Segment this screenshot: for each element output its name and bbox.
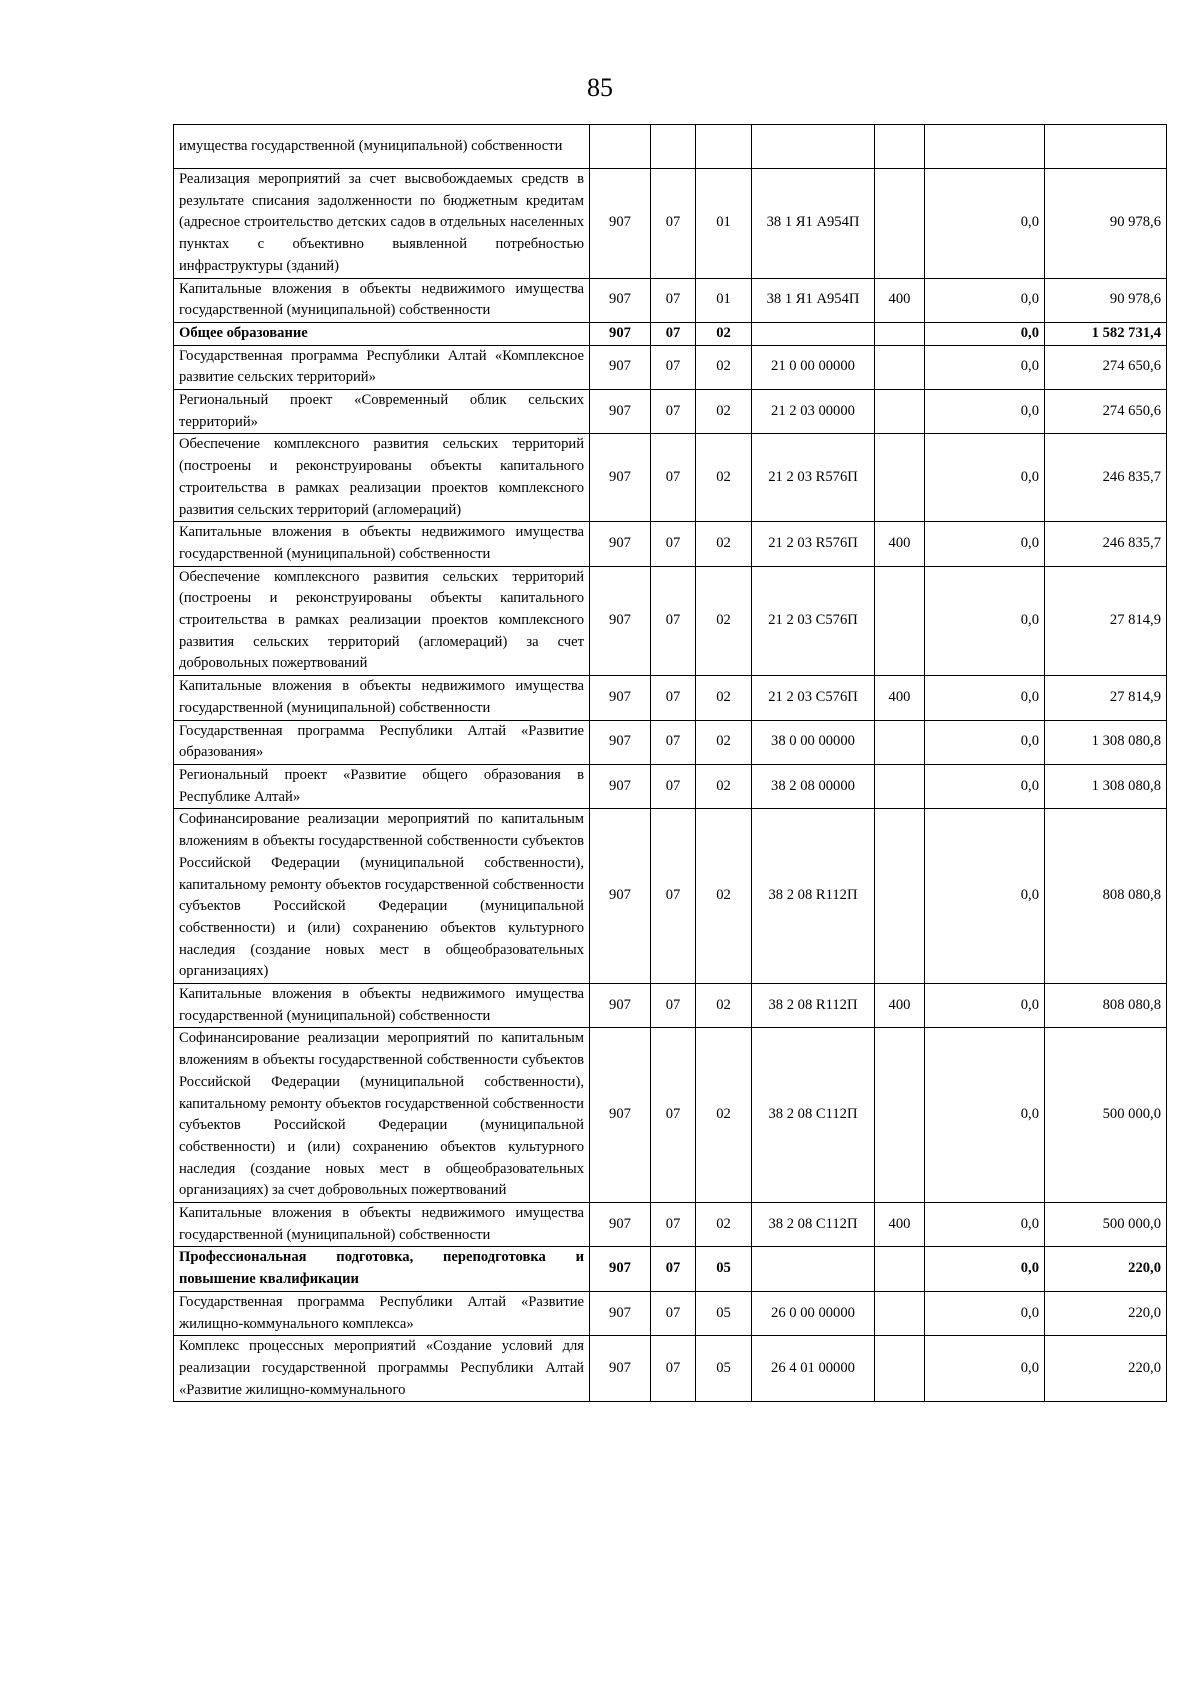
row-vr-cell: 400 bbox=[875, 522, 925, 566]
row-rz-cell: 07 bbox=[651, 1336, 696, 1402]
row-sum1-cell: 0,0 bbox=[925, 676, 1045, 720]
row-vr-cell bbox=[875, 1291, 925, 1335]
row-ved-cell: 907 bbox=[590, 169, 651, 279]
row-rz-cell: 07 bbox=[651, 434, 696, 522]
row-pr-cell: 02 bbox=[696, 1203, 752, 1247]
row-pr-cell: 02 bbox=[696, 764, 752, 808]
row-ved-cell: 907 bbox=[590, 522, 651, 566]
row-pr-cell: 05 bbox=[696, 1291, 752, 1335]
row-sum1-cell: 0,0 bbox=[925, 764, 1045, 808]
row-rz-cell: 07 bbox=[651, 169, 696, 279]
row-sum2-cell bbox=[1045, 125, 1167, 169]
table-row bbox=[174, 345, 1167, 389]
row-rz-cell: 07 bbox=[651, 1028, 696, 1203]
row-rz-cell: 07 bbox=[651, 566, 696, 676]
row-name-cell: имущества государственной (муниципальной) собственности bbox=[174, 125, 590, 169]
row-vr-cell: 400 bbox=[875, 1203, 925, 1247]
row-csr-cell: 38 2 08 С112П bbox=[752, 1203, 875, 1247]
row-ved-cell: 907 bbox=[590, 1028, 651, 1203]
row-pr-cell: 01 bbox=[696, 169, 752, 279]
row-sum1-cell: 0,0 bbox=[925, 1247, 1045, 1291]
row-csr-cell: 38 1 Я1 А954П bbox=[752, 169, 875, 279]
row-ved-cell: 907 bbox=[590, 566, 651, 676]
row-sum1-cell: 0,0 bbox=[925, 1336, 1045, 1402]
row-sum2-cell: 27 814,9 bbox=[1045, 566, 1167, 676]
row-pr-cell bbox=[696, 125, 752, 169]
row-sum1-cell: 0,0 bbox=[925, 390, 1045, 434]
row-vr-cell bbox=[875, 434, 925, 522]
row-vr-cell bbox=[875, 125, 925, 169]
row-vr-cell bbox=[875, 1028, 925, 1203]
row-sum1-cell: 0,0 bbox=[925, 322, 1045, 345]
row-ved-cell: 907 bbox=[590, 390, 651, 434]
row-sum2-cell: 220,0 bbox=[1045, 1247, 1167, 1291]
row-sum2-cell: 90 978,6 bbox=[1045, 169, 1167, 279]
row-pr-cell: 02 bbox=[696, 390, 752, 434]
row-pr-cell: 02 bbox=[696, 720, 752, 764]
row-name-cell: Капитальные вложения в объекты недвижимого имущества государственной (муниципальной) собственности bbox=[174, 984, 590, 1028]
row-sum2-cell: 274 650,6 bbox=[1045, 390, 1167, 434]
row-sum1-cell: 0,0 bbox=[925, 1291, 1045, 1335]
table-row bbox=[174, 676, 1167, 720]
row-sum2-cell: 27 814,9 bbox=[1045, 676, 1167, 720]
row-name-cell: Обеспечение комплексного развития сельских территорий (построены и реконструированы объекты капитального строительства в рамках реализации проектов комплексного развития сельских территорий (агломераций) bbox=[174, 434, 590, 522]
budget-table bbox=[173, 124, 1167, 1402]
row-sum1-cell: 0,0 bbox=[925, 169, 1045, 279]
row-sum1-cell: 0,0 bbox=[925, 345, 1045, 389]
row-sum2-cell: 808 080,8 bbox=[1045, 809, 1167, 984]
row-pr-cell: 02 bbox=[696, 809, 752, 984]
row-csr-cell: 21 2 03 С576П bbox=[752, 566, 875, 676]
row-ved-cell: 907 bbox=[590, 676, 651, 720]
table-row bbox=[174, 1247, 1167, 1291]
row-name-cell: Общее образование bbox=[174, 322, 590, 345]
row-ved-cell: 907 bbox=[590, 764, 651, 808]
row-pr-cell: 02 bbox=[696, 984, 752, 1028]
row-csr-cell bbox=[752, 125, 875, 169]
row-csr-cell: 38 2 08 R112П bbox=[752, 809, 875, 984]
row-pr-cell: 05 bbox=[696, 1336, 752, 1402]
row-ved-cell: 907 bbox=[590, 1203, 651, 1247]
row-pr-cell: 02 bbox=[696, 1028, 752, 1203]
row-ved-cell: 907 bbox=[590, 809, 651, 984]
row-rz-cell: 07 bbox=[651, 278, 696, 322]
table-row bbox=[174, 434, 1167, 522]
row-csr-cell: 21 0 00 00000 bbox=[752, 345, 875, 389]
row-csr-cell: 38 2 08 С112П bbox=[752, 1028, 875, 1203]
row-rz-cell: 07 bbox=[651, 984, 696, 1028]
table-row bbox=[174, 322, 1167, 345]
row-name-cell: Государственная программа Республики Алтай «Развитие жилищно-коммунального комплекса» bbox=[174, 1291, 590, 1335]
row-name-cell: Профессиональная подготовка, переподготовка и повышение квалификации bbox=[174, 1247, 590, 1291]
table-row bbox=[174, 522, 1167, 566]
row-rz-cell bbox=[651, 125, 696, 169]
row-ved-cell: 907 bbox=[590, 278, 651, 322]
row-name-cell: Капитальные вложения в объекты недвижимого имущества государственной (муниципальной) собственности bbox=[174, 522, 590, 566]
row-csr-cell: 38 2 08 00000 bbox=[752, 764, 875, 808]
row-sum1-cell: 0,0 bbox=[925, 278, 1045, 322]
table-row bbox=[174, 1203, 1167, 1247]
row-sum1-cell: 0,0 bbox=[925, 566, 1045, 676]
row-sum2-cell: 1 308 080,8 bbox=[1045, 764, 1167, 808]
row-ved-cell: 907 bbox=[590, 984, 651, 1028]
row-rz-cell: 07 bbox=[651, 322, 696, 345]
row-rz-cell: 07 bbox=[651, 720, 696, 764]
row-name-cell: Государственная программа Республики Алтай «Развитие образования» bbox=[174, 720, 590, 764]
row-sum1-cell: 0,0 bbox=[925, 984, 1045, 1028]
row-rz-cell: 07 bbox=[651, 345, 696, 389]
row-csr-cell: 26 4 01 00000 bbox=[752, 1336, 875, 1402]
row-sum1-cell: 0,0 bbox=[925, 1203, 1045, 1247]
table-row bbox=[174, 278, 1167, 322]
row-name-cell: Капитальные вложения в объекты недвижимого имущества государственной (муниципальной) собственности bbox=[174, 278, 590, 322]
row-vr-cell bbox=[875, 809, 925, 984]
row-rz-cell: 07 bbox=[651, 522, 696, 566]
row-rz-cell: 07 bbox=[651, 764, 696, 808]
row-name-cell: Обеспечение комплексного развития сельских территорий (построены и реконструированы объекты капитального строительства в рамках реализации проектов комплексного развития сельских территорий (агломераций) за счет добровольных пожертвований bbox=[174, 566, 590, 676]
row-vr-cell: 400 bbox=[875, 676, 925, 720]
row-csr-cell: 38 1 Я1 А954П bbox=[752, 278, 875, 322]
row-name-cell: Региональный проект «Развитие общего образования в Республике Алтай» bbox=[174, 764, 590, 808]
row-name-cell: Капитальные вложения в объекты недвижимого имущества государственной (муниципальной) собственности bbox=[174, 1203, 590, 1247]
row-sum1-cell: 0,0 bbox=[925, 720, 1045, 764]
row-name-cell: Капитальные вложения в объекты недвижимого имущества государственной (муниципальной) собственности bbox=[174, 676, 590, 720]
row-csr-cell: 38 2 08 R112П bbox=[752, 984, 875, 1028]
table-row bbox=[174, 125, 1167, 169]
row-name-cell: Софинансирование реализации мероприятий по капитальным вложениям в объекты государственной собственности субъектов Российской Федерации (муниципальной собственности), капитальному ремонту объектов государственной собственности субъектов Российской Федерации (муниципальной собственности) и (или) сохранению объектов культурного наследия (создание новых мест в общеобразовательных организациях) за счет добровольных пожертвований bbox=[174, 1028, 590, 1203]
row-pr-cell: 02 bbox=[696, 322, 752, 345]
row-sum2-cell: 274 650,6 bbox=[1045, 345, 1167, 389]
row-name-cell: Государственная программа Республики Алтай «Комплексное развитие сельских территорий» bbox=[174, 345, 590, 389]
page-number: 85 bbox=[587, 73, 613, 102]
row-sum2-cell: 1 582 731,4 bbox=[1045, 322, 1167, 345]
row-ved-cell: 907 bbox=[590, 322, 651, 345]
row-pr-cell: 02 bbox=[696, 345, 752, 389]
table-row bbox=[174, 809, 1167, 984]
row-csr-cell bbox=[752, 1247, 875, 1291]
row-name-cell: Комплекс процессных мероприятий «Создание условий для реализации государственной программы Республики Алтай «Развитие жилищно-коммунального bbox=[174, 1336, 590, 1402]
table-row bbox=[174, 984, 1167, 1028]
table-row bbox=[174, 1291, 1167, 1335]
row-pr-cell: 02 bbox=[696, 566, 752, 676]
row-rz-cell: 07 bbox=[651, 809, 696, 984]
row-vr-cell bbox=[875, 169, 925, 279]
row-sum2-cell: 220,0 bbox=[1045, 1291, 1167, 1335]
row-vr-cell bbox=[875, 345, 925, 389]
row-rz-cell: 07 bbox=[651, 1247, 696, 1291]
row-sum2-cell: 500 000,0 bbox=[1045, 1028, 1167, 1203]
row-vr-cell bbox=[875, 322, 925, 345]
row-ved-cell: 907 bbox=[590, 720, 651, 764]
row-rz-cell: 07 bbox=[651, 390, 696, 434]
row-sum1-cell bbox=[925, 125, 1045, 169]
row-sum2-cell: 246 835,7 bbox=[1045, 434, 1167, 522]
table-row bbox=[174, 566, 1167, 676]
row-ved-cell: 907 bbox=[590, 345, 651, 389]
table-row bbox=[174, 720, 1167, 764]
row-name-cell: Региональный проект «Современный облик сельских территорий» bbox=[174, 390, 590, 434]
row-sum1-cell: 0,0 bbox=[925, 522, 1045, 566]
row-rz-cell: 07 bbox=[651, 676, 696, 720]
row-csr-cell: 21 2 03 00000 bbox=[752, 390, 875, 434]
row-vr-cell bbox=[875, 1336, 925, 1402]
row-csr-cell: 21 2 03 R576П bbox=[752, 434, 875, 522]
row-csr-cell: 26 0 00 00000 bbox=[752, 1291, 875, 1335]
table-row bbox=[174, 1028, 1167, 1203]
row-sum2-cell: 220,0 bbox=[1045, 1336, 1167, 1402]
row-sum2-cell: 90 978,6 bbox=[1045, 278, 1167, 322]
row-ved-cell: 907 bbox=[590, 1291, 651, 1335]
row-rz-cell: 07 bbox=[651, 1291, 696, 1335]
row-sum1-cell: 0,0 bbox=[925, 434, 1045, 522]
row-vr-cell bbox=[875, 1247, 925, 1291]
row-sum1-cell: 0,0 bbox=[925, 809, 1045, 984]
table-row bbox=[174, 1336, 1167, 1402]
row-sum2-cell: 246 835,7 bbox=[1045, 522, 1167, 566]
row-vr-cell bbox=[875, 720, 925, 764]
row-sum2-cell: 808 080,8 bbox=[1045, 984, 1167, 1028]
row-vr-cell: 400 bbox=[875, 984, 925, 1028]
row-pr-cell: 02 bbox=[696, 676, 752, 720]
row-csr-cell: 38 0 00 00000 bbox=[752, 720, 875, 764]
row-name-cell: Софинансирование реализации мероприятий по капитальным вложениям в объекты государственной собственности субъектов Российской Федерации (муниципальной собственности), капитальному ремонту объектов государственной собственности субъектов Российской Федерации (муниципальной собственности) и (или) сохранению объектов культурного наследия (создание новых мест в общеобразовательных организациях) bbox=[174, 809, 590, 984]
table-row bbox=[174, 764, 1167, 808]
row-ved-cell: 907 bbox=[590, 1336, 651, 1402]
row-rz-cell: 07 bbox=[651, 1203, 696, 1247]
row-pr-cell: 02 bbox=[696, 434, 752, 522]
row-name-cell: Реализация мероприятий за счет высвобождаемых средств в результате списания задолженности по бюджетным кредитам (адресное строительство детских садов в отдельных населенных пунктах с объективно выявленной потребностью инфраструктуры (зданий) bbox=[174, 169, 590, 279]
table-row bbox=[174, 390, 1167, 434]
row-vr-cell bbox=[875, 764, 925, 808]
row-sum2-cell: 500 000,0 bbox=[1045, 1203, 1167, 1247]
row-pr-cell: 01 bbox=[696, 278, 752, 322]
budget-table-body bbox=[174, 125, 1167, 1402]
row-vr-cell bbox=[875, 390, 925, 434]
row-vr-cell: 400 bbox=[875, 278, 925, 322]
table-row bbox=[174, 169, 1167, 279]
row-csr-cell: 21 2 03 С576П bbox=[752, 676, 875, 720]
row-csr-cell: 21 2 03 R576П bbox=[752, 522, 875, 566]
row-ved-cell: 907 bbox=[590, 434, 651, 522]
row-csr-cell bbox=[752, 322, 875, 345]
row-pr-cell: 05 bbox=[696, 1247, 752, 1291]
row-ved-cell: 907 bbox=[590, 1247, 651, 1291]
row-ved-cell bbox=[590, 125, 651, 169]
row-pr-cell: 02 bbox=[696, 522, 752, 566]
row-vr-cell bbox=[875, 566, 925, 676]
row-sum1-cell: 0,0 bbox=[925, 1028, 1045, 1203]
row-sum2-cell: 1 308 080,8 bbox=[1045, 720, 1167, 764]
